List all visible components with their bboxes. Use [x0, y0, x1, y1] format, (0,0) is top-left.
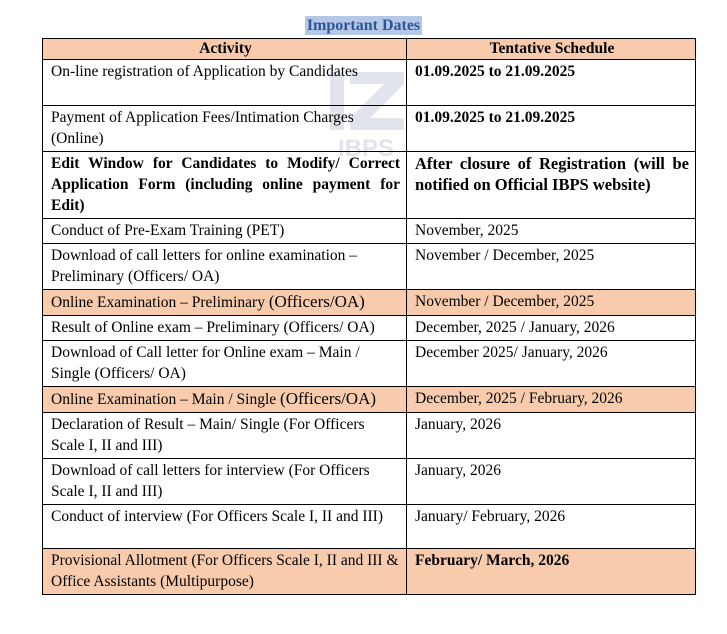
activity-text-emphasis: (Officers/OA) — [268, 292, 365, 311]
table-row — [43, 316, 696, 341]
schedule-header: Tentative Schedule — [407, 39, 696, 60]
activity-cell: Conduct of interview (For Officers Scale I, II and III) — [43, 505, 407, 549]
schedule-cell: November / December, 2025 — [407, 290, 696, 316]
schedule-cell: January, 2026 — [407, 459, 696, 505]
activity-text-emphasis: (Officers/OA) — [280, 389, 377, 408]
activity-header: Activity — [43, 39, 407, 60]
title-wrap — [0, 16, 727, 35]
schedule-cell: 01.09.2025 to 21.09.2025 — [407, 106, 696, 152]
schedule-cell: December, 2025 / January, 2026 — [407, 316, 696, 341]
table-row — [43, 387, 696, 413]
table-row — [43, 219, 696, 244]
table-row — [43, 413, 696, 459]
schedule-cell: February/ March, 2026 — [407, 549, 696, 595]
activity-cell: Download of call letters for online examination – Preliminary (Officers/ OA) — [43, 244, 407, 290]
activity-cell: Declaration of Result – Main/ Single (For Officers Scale I, II and III) — [43, 413, 407, 459]
activity-cell: On-line registration of Application by Candidates — [43, 60, 407, 106]
activity-text: Online Examination – Main / Single — [51, 391, 281, 408]
table-row — [43, 549, 696, 595]
schedule-cell: December, 2025 / February, 2026 — [407, 387, 696, 413]
activity-cell: Download of Call letter for Online exam – Main / Single (Officers/ OA) — [43, 341, 407, 387]
page-title: Important Dates — [306, 17, 421, 34]
table-row — [43, 505, 696, 549]
activity-text: Online Examination – Preliminary — [51, 294, 269, 311]
schedule-cell: 01.09.2025 to 21.09.2025 — [407, 60, 696, 106]
table-row — [43, 244, 696, 290]
schedule-cell: December 2025/ January, 2026 — [407, 341, 696, 387]
watermark-text: IBPS — [337, 135, 395, 162]
activity-cell: Edit Window for Candidates to Modify/ Correct Application Form (including online payment for Edit) — [43, 152, 407, 219]
table-row — [43, 290, 696, 316]
table-row — [43, 341, 696, 387]
activity-cell: Provisional Allotment (For Officers Scale I, II and III & Office Assistants (Multipurpose) — [43, 549, 407, 595]
important-dates-table — [42, 38, 696, 595]
schedule-cell: January/ February, 2026 — [407, 505, 696, 549]
table-row — [43, 60, 696, 106]
schedule-cell: January, 2026 — [407, 413, 696, 459]
schedule-cell: After closure of Registration (will be notified on Official IBPS website) — [407, 152, 696, 219]
activity-cell: Result of Online exam – Preliminary (Officers/ OA) — [43, 316, 407, 341]
activity-cell — [43, 387, 407, 413]
activity-cell: Payment of Application Fees/Intimation Charges (Online) — [43, 106, 407, 152]
header-row — [43, 39, 696, 60]
table-row — [43, 459, 696, 505]
schedule-cell: November / December, 2025 — [407, 244, 696, 290]
activity-cell — [43, 290, 407, 316]
table-row — [43, 152, 696, 219]
activity-cell: Download of call letters for interview (For Officers Scale I, II and III) — [43, 459, 407, 505]
activity-cell: Conduct of Pre-Exam Training (PET) — [43, 219, 407, 244]
schedule-cell: November, 2025 — [407, 219, 696, 244]
table-row — [43, 106, 696, 152]
